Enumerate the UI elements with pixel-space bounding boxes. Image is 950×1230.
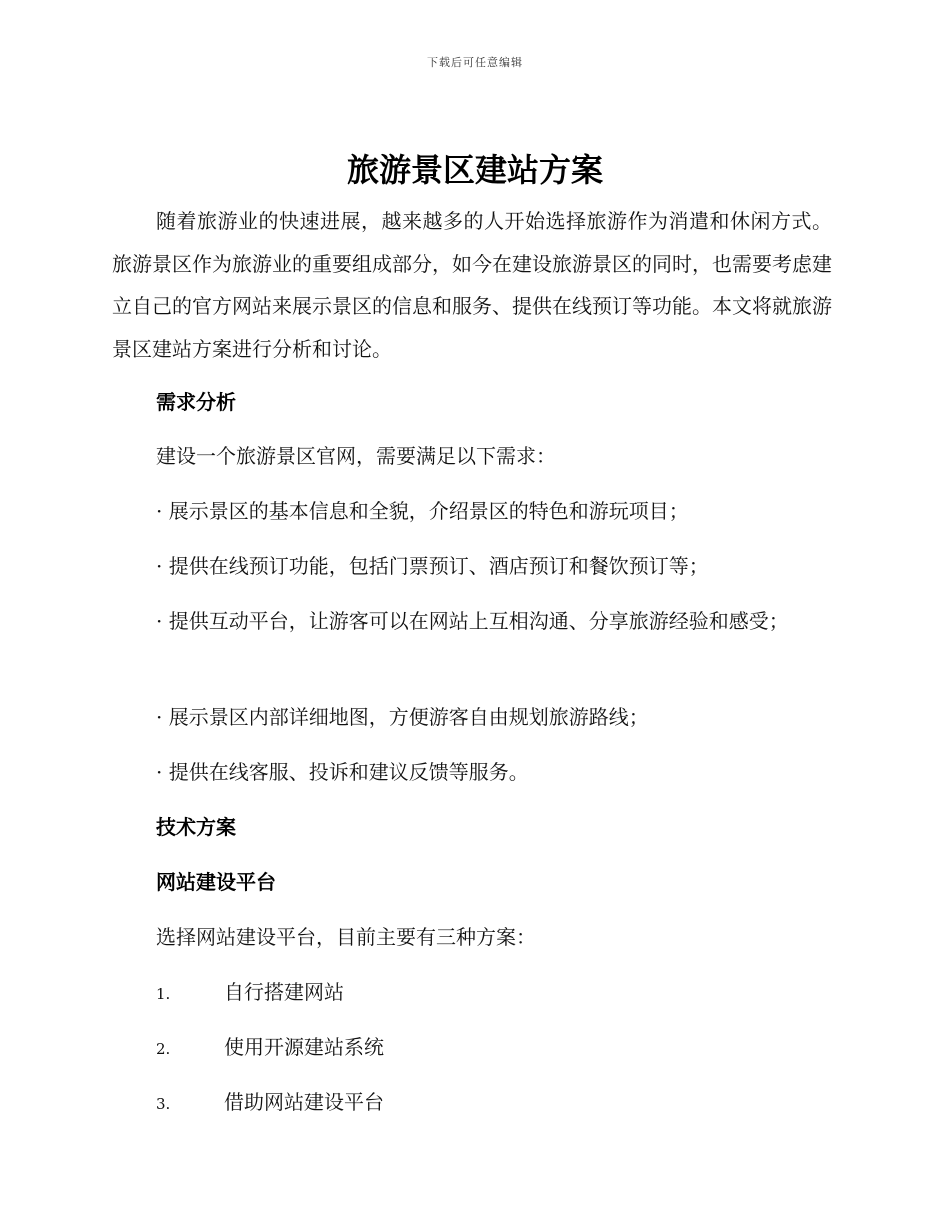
requirement-item: · 展示景区内部详细地图，方便游客自由规划旅游路线； (156, 705, 649, 729)
platform-lead: 选择网站建设平台，目前主要有三种方案： (156, 925, 536, 949)
list-text: 借助网站建设平台 (224, 1090, 384, 1114)
requirements-lead: 建设一个旅游景区官网，需要满足以下需求： (156, 444, 556, 468)
document-title: 旅游景区建站方案 (346, 151, 603, 189)
section-heading-tech: 技术方案 (156, 815, 236, 839)
subheading-platform: 网站建设平台 (156, 870, 276, 894)
list-text: 使用开源建站系统 (224, 1035, 384, 1059)
list-number: 2. (156, 1040, 171, 1058)
requirement-item: · 提供在线预订功能，包括门票预订、酒店预订和餐饮预订等； (156, 554, 709, 578)
list-number: 3. (156, 1095, 171, 1113)
requirement-item: · 展示景区的基本信息和全貌，介绍景区的特色和游玩项目； (156, 499, 689, 523)
list-number: 1. (156, 985, 171, 1003)
requirement-item: · 提供在线客服、投诉和建议反馈等服务。 (156, 760, 529, 784)
list-text: 自行搭建网站 (224, 980, 344, 1004)
header-note: 下载后可任意编辑 (427, 56, 523, 69)
requirement-item: · 提供互动平台，让游客可以在网站上互相沟通、分享旅游经验和感受； (156, 609, 789, 633)
intro-paragraph: 随着旅游业的快速进展，越来越多的人开始选择旅游作为消遣和休闲方式。旅游景区作为旅游业的重要组成部分，如今在建设旅游景区的同时，也需要考虑建立自己的官方网站来展示景区的信息和服务、提供在线预订等功能。本文将就旅游景区建站方案进行分析和讨论。 (112, 209, 832, 361)
section-heading-requirements: 需求分析 (156, 390, 236, 414)
